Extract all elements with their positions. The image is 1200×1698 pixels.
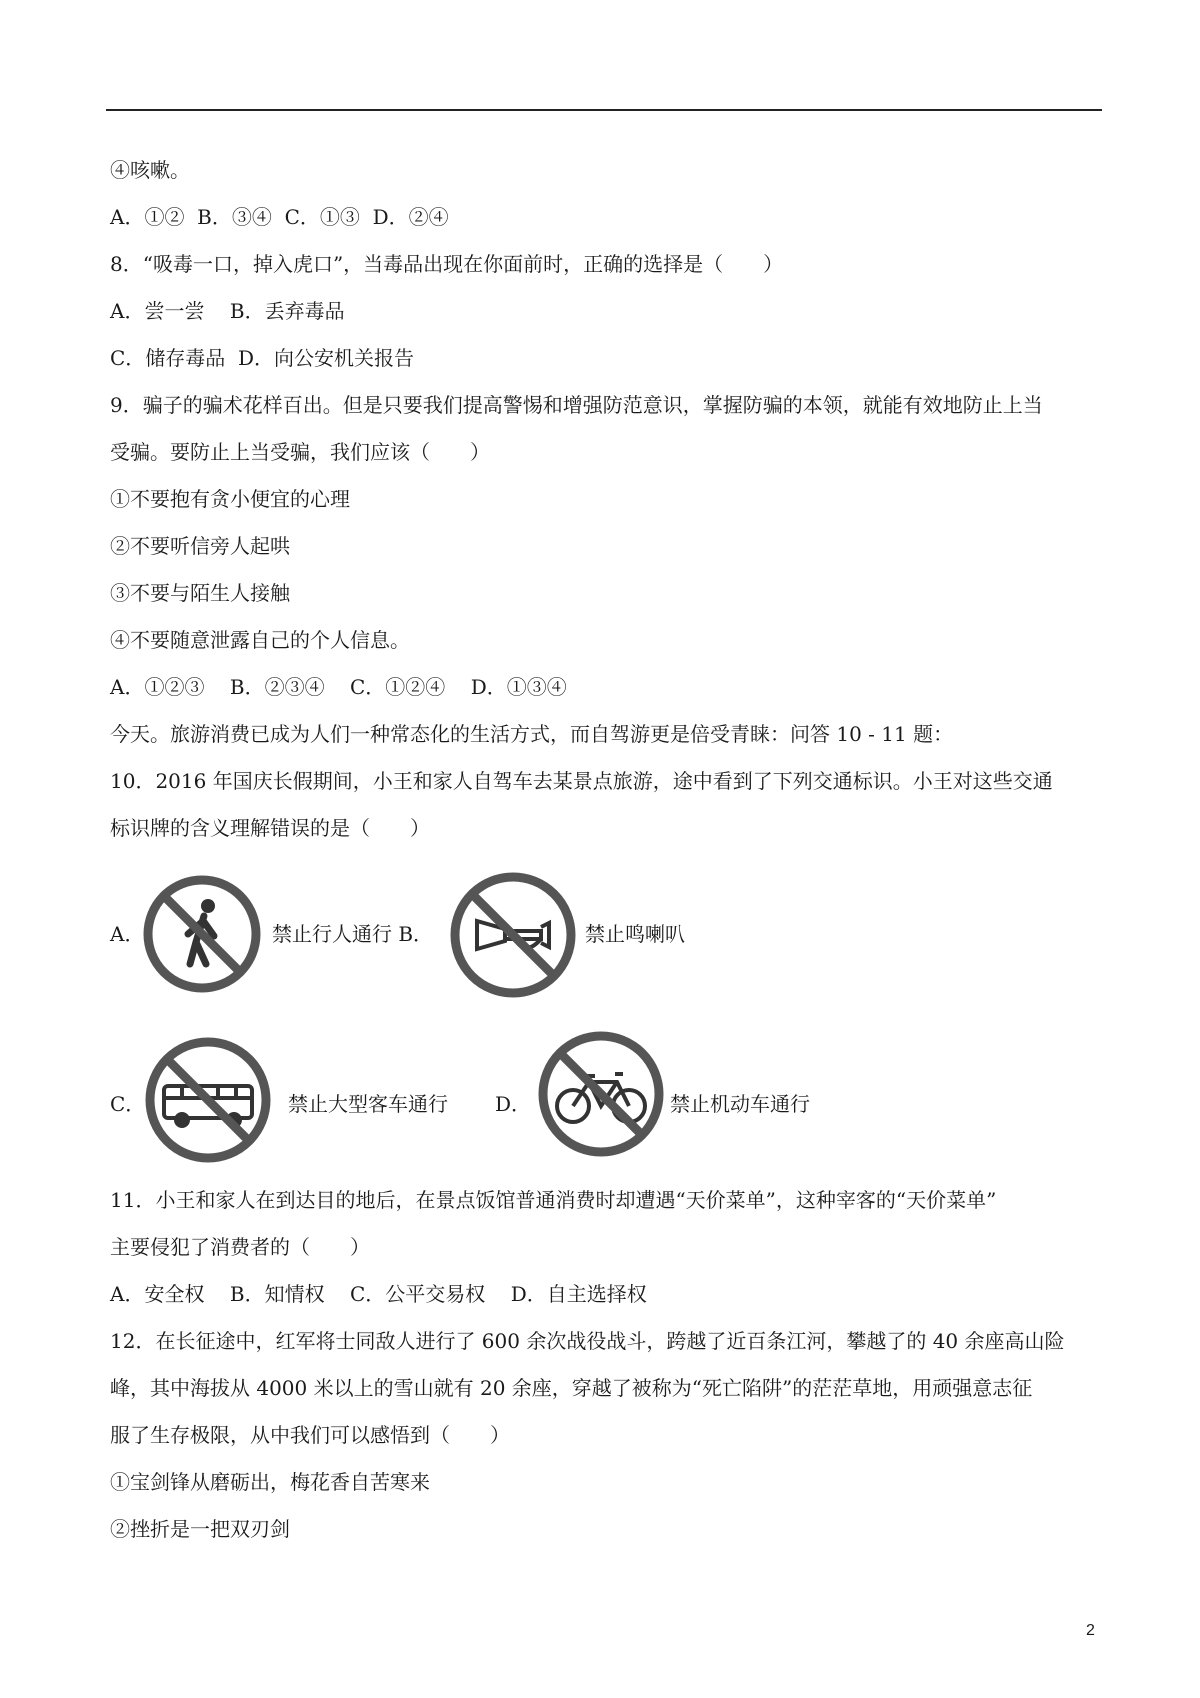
header-rule (106, 109, 1102, 111)
question-10: 10．2016 年国庆长假期间，小王和家人自驾车去某景点旅游，途中看到了下列交通标识。小王对这些交通 (110, 769, 1053, 793)
text-line: 今天。旅游消费已成为人们一种常态化的生活方式，而自驾游更是倍受青睐：问答 10 - 11 题： (110, 722, 954, 746)
option-a-text: 禁止行人通行 B． (272, 922, 434, 946)
option-d-text: 禁止机动车通行 (670, 1092, 810, 1116)
option-a-letter: A． (110, 922, 145, 946)
text-line: ④不要随意泄露自己的个人信息。 (110, 628, 410, 652)
text-line: ①宝剑锋从磨砺出，梅花香自苦寒来 (110, 1470, 430, 1494)
text-line: A．安全权 B．知情权 C．公平交易权 D．自主选择权 (110, 1282, 647, 1306)
bus-icon (140, 1032, 276, 1168)
text-line: 标识牌的含义理解错误的是（ ） (110, 816, 430, 840)
text-line: ③不要与陌生人接触 (110, 581, 290, 605)
text-line: A．①② B．③④ C．①③ D．②④ (110, 205, 449, 229)
option-d-letter: D． (495, 1092, 532, 1116)
text-line: ②不要听信旁人起哄 (110, 534, 290, 558)
question-12: 12．在长征途中，红军将士同敌人进行了 600 余次战役战斗，跨越了近百条江河，攀越了的 40 余座高山险 (110, 1329, 1065, 1353)
text-line: 峰，其中海拔从 4000 米以上的雪山就有 20 余座，穿越了被称为“死亡陷阱”的茫茫草地，用顽强意志征 (110, 1376, 1033, 1400)
pedestrian-icon (140, 872, 264, 996)
text-line: 服了生存极限，从中我们可以感悟到（ ） (110, 1423, 510, 1447)
question-9: 9．骗子的骗术花样百出。但是只要我们提高警惕和增强防范意识，掌握防骗的本领，就能有效地防止上当 (110, 393, 1043, 417)
question-8: 8．“吸毒一口，掉入虎口”，当毒品出现在你面前时，正确的选择是（ ） (110, 252, 784, 276)
text-line: ①不要抱有贪小便宜的心理 (110, 487, 350, 511)
text-line: C．储存毒品 D．向公安机关报告 (110, 346, 415, 370)
page-number: 2 (1086, 1622, 1095, 1639)
text-line: 受骗。要防止上当受骗，我们应该（ ） (110, 440, 490, 464)
text-line: A．尝一尝 B．丢弃毒品 (110, 299, 345, 323)
text-line: ②挫折是一把双刃剑 (110, 1517, 290, 1541)
bicycle-icon (533, 1026, 669, 1162)
text-line: A．①②③ B．②③④ C．①②④ D．①③④ (110, 675, 567, 699)
text-line: ④咳嗽。 (110, 158, 190, 182)
option-c-text: 禁止大型客车通行 (288, 1092, 448, 1116)
horn-icon (445, 867, 581, 1003)
option-b-text: 禁止鸣喇叭 (585, 922, 685, 946)
option-c-letter: C． (110, 1092, 146, 1116)
text-line: 主要侵犯了消费者的（ ） (110, 1235, 370, 1259)
question-11: 11．小王和家人在到达目的地后，在景点饭馆普通消费时却遭遇“天价菜单”，这种宰客的“天价菜单” (110, 1188, 997, 1212)
